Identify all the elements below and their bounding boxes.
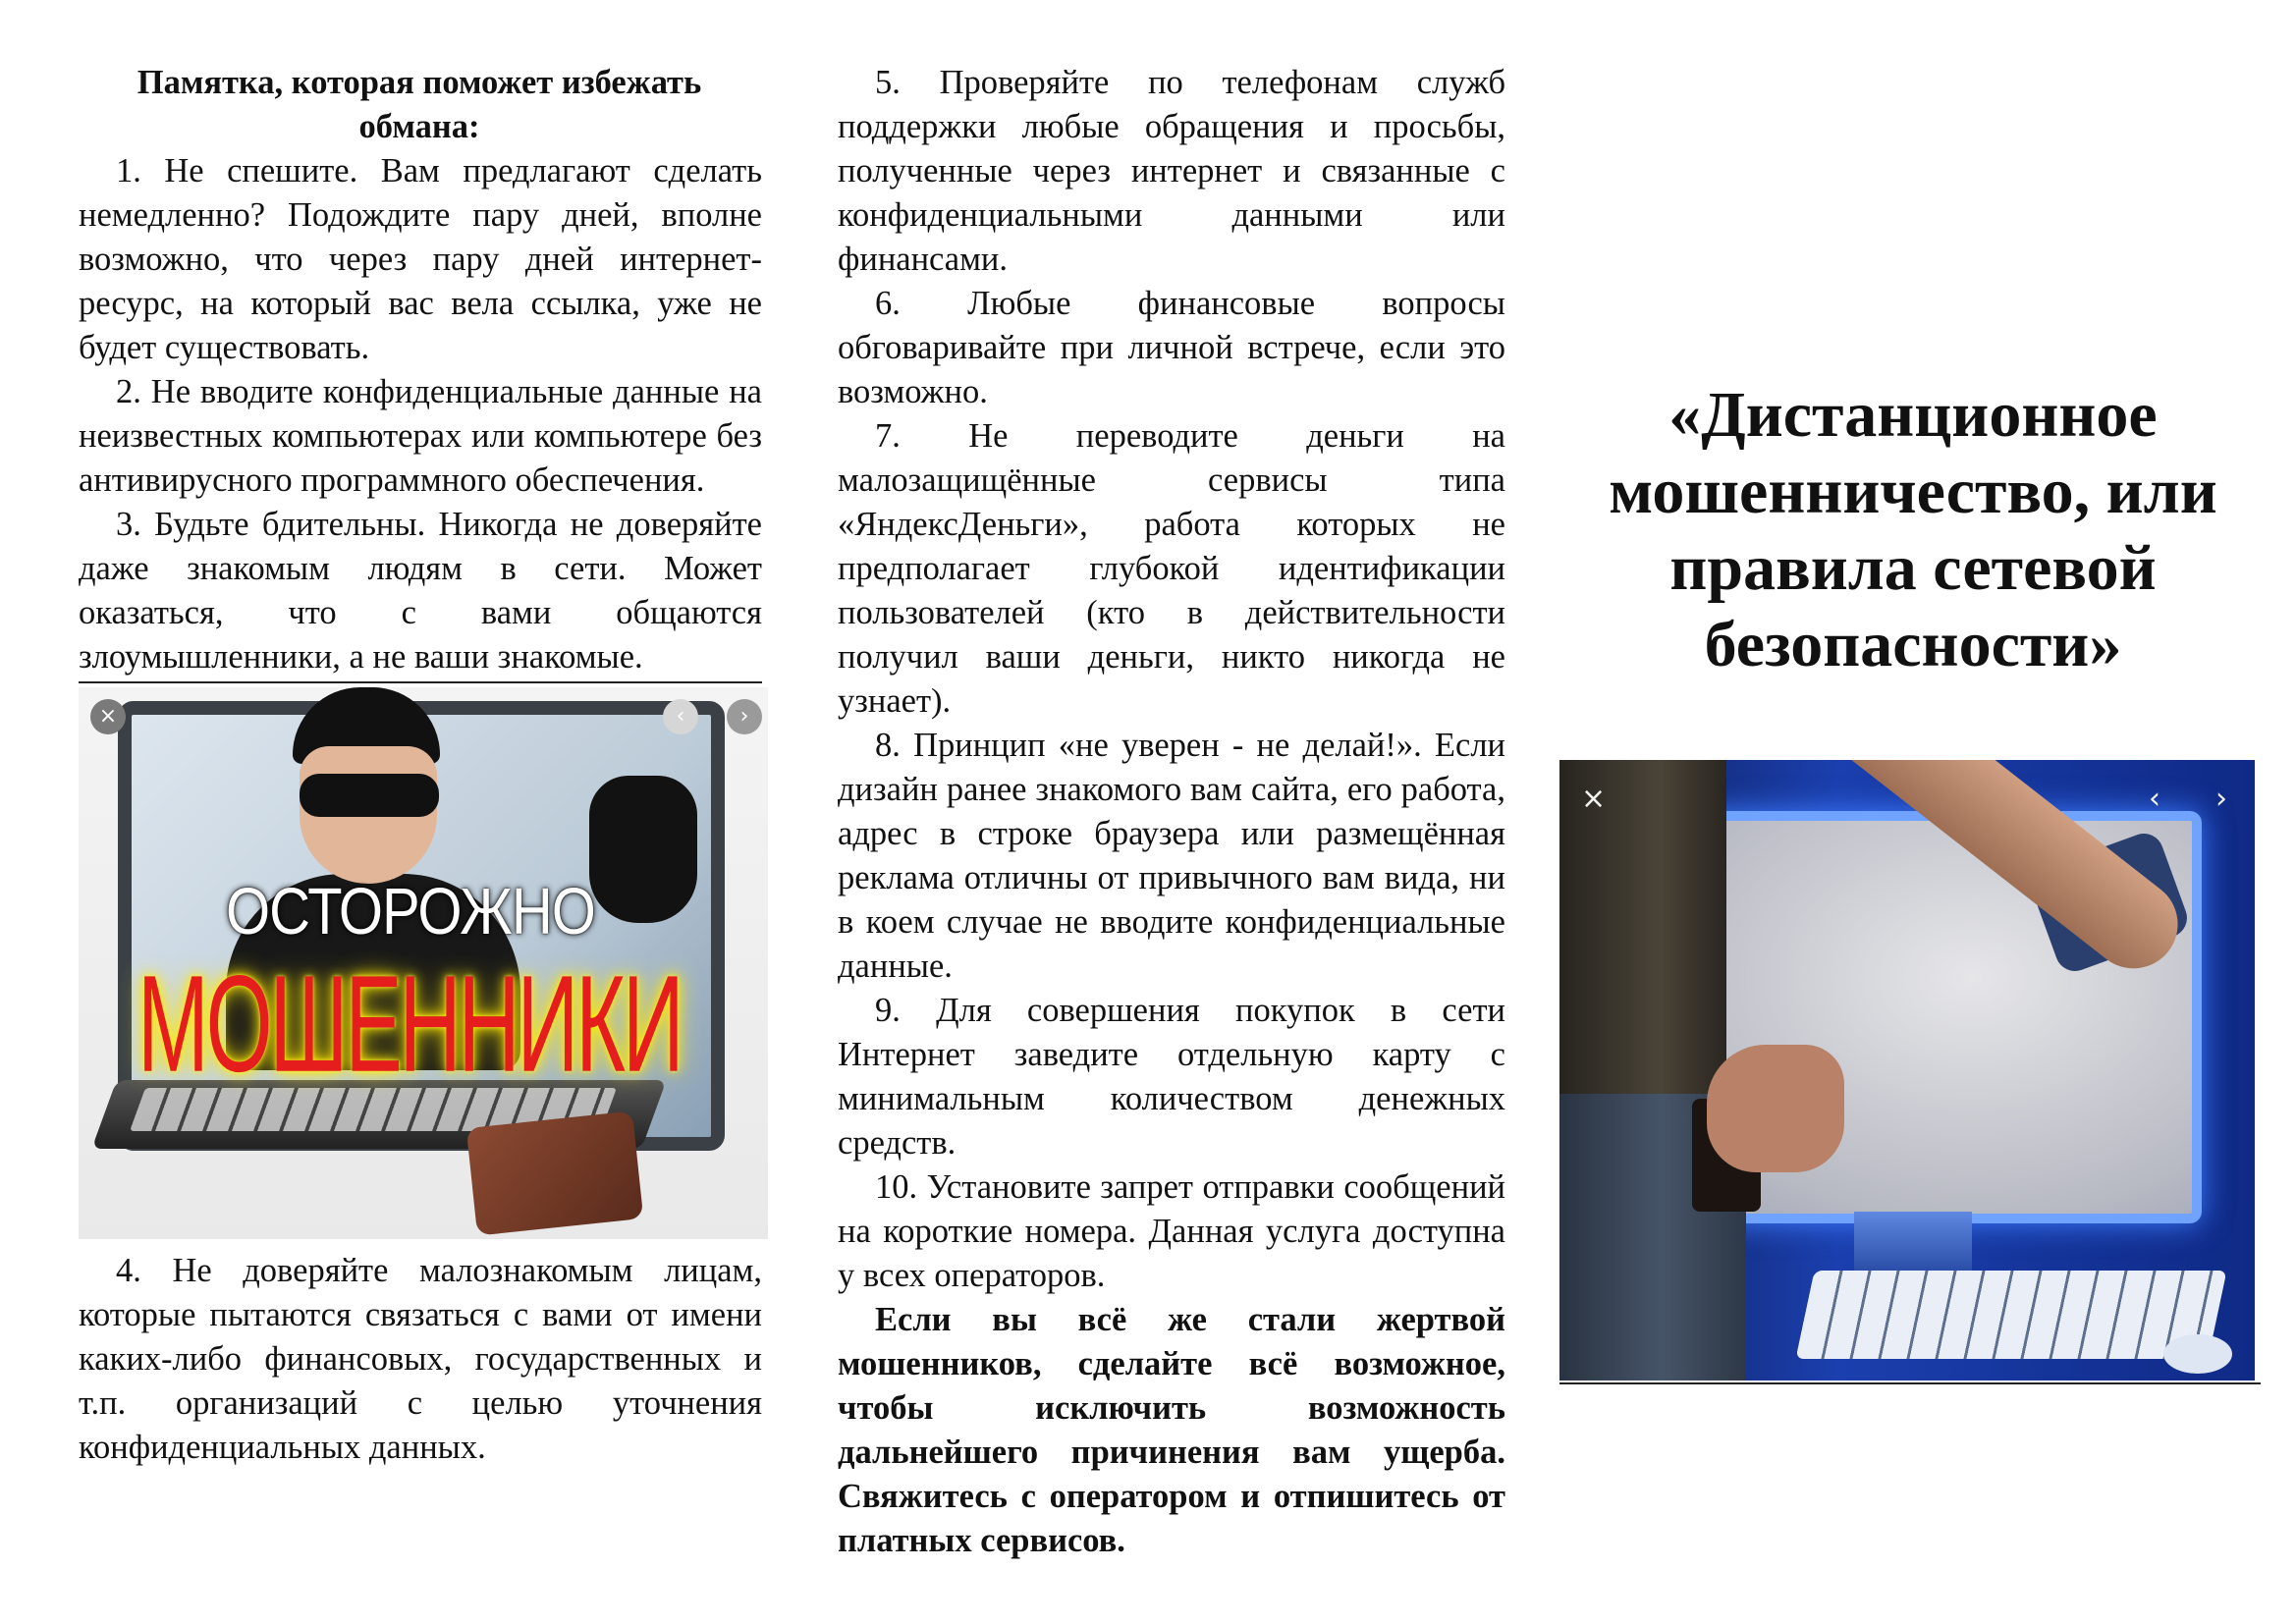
image-caption-fraudsters: МОШЕННИКИ	[137, 947, 682, 1101]
thief-hand	[1707, 1045, 1844, 1172]
tip-1: 1. Не спешите. Вам предлагают сделать немедленно? Подождите пару дней, вполне возможно, что через пару дней интернет-ресурс, на который вас вела ссылка, уже не будет существовать.	[79, 152, 762, 366]
image-caption-careful: ОСТОРОЖНО	[226, 875, 595, 948]
right-column	[1559, 0, 2267, 1384]
memo-heading: Памятка, которая поможет избежать обмана:	[137, 64, 702, 145]
tip-3: 3. Будьте бдительны. Никогда не доверяйте даже знакомым людям в сети. Может оказаться, что с вами общаются злоумышленники, а не ваши знакомые.	[79, 506, 762, 676]
chevron-right-icon[interactable]: ›	[727, 699, 762, 734]
close-icon[interactable]: ×	[90, 699, 126, 734]
tip-8: 8. Принцип «не уверен - не делай!». Если дизайн ранее знакомого вам сайта, его работа, адрес в строке браузера или размещённая реклама отличны от привычного вам вида, ни в коем случае не вводите конфиденциальные данные.	[838, 727, 1505, 985]
conclusion-text: Если вы всё же стали жертвой мошенников, сделайте всё возможное, чтобы исключить возможность дальнейшего причинения вам ущерба. Свяжитесь с оператором и отпишитесь от платных сервисов.	[838, 1301, 1505, 1559]
wallet-illustration	[466, 1110, 644, 1235]
keyboard-illustration	[1795, 1271, 2226, 1359]
chevron-left-icon[interactable]: ‹	[2149, 782, 2160, 816]
mouse-illustration	[2163, 1334, 2232, 1374]
tip-7: 7. Не переводите деньги на малозащищённые сервисы типа «ЯндексДеньги», работа которых не предполагает глубокой идентификации пользователей (кто в действительности получил ваши деньги, никто никогда не узнает).	[838, 417, 1505, 720]
tip-4: 4. Не доверяйте малознакомым лицам, которые пытаются связаться с вами от имени каких-либо финансовых, государственных и т.п. организаций с целью уточнения конфиденциальных данных.	[79, 1252, 762, 1466]
cyber-theft-image	[1559, 760, 2255, 1380]
chevron-right-icon[interactable]: ›	[2215, 782, 2227, 816]
left-column	[79, 0, 762, 1470]
thief-mask	[300, 774, 439, 817]
chevron-left-icon[interactable]: ‹	[663, 699, 698, 734]
monitor-stand	[1854, 1212, 1972, 1271]
divider	[79, 681, 762, 683]
tip-6: 6. Любые финансовые вопросы обговаривайте при личной встрече, если это возможно.	[838, 285, 1505, 410]
tip-9: 9. Для совершения покупок в сети Интернет заведите отдельную карту с минимальным количеством денежных средств.	[838, 992, 1505, 1162]
brochure-title: «Дистанционное мошенничество, или правила сетевой безопасности»	[1609, 379, 2217, 680]
tip-2: 2. Не вводите конфиденциальные данные на неизвестных компьютерах или компьютере без антивирусного программного обеспечения.	[79, 373, 762, 499]
middle-column	[838, 0, 1505, 1563]
close-icon[interactable]: ×	[1581, 782, 1607, 816]
fraud-warning-image	[79, 687, 768, 1239]
divider	[1559, 1382, 2261, 1384]
glove-hand	[589, 776, 697, 923]
tip-10: 10. Установите запрет отправки сообщений на короткие номера. Данная услуга доступна у всех операторов.	[838, 1168, 1505, 1294]
tip-5: 5. Проверяйте по телефонам служб поддержки любые обращения и просьбы, полученные через интернет и связанные с конфиденциальными данными или финансами.	[838, 64, 1505, 278]
